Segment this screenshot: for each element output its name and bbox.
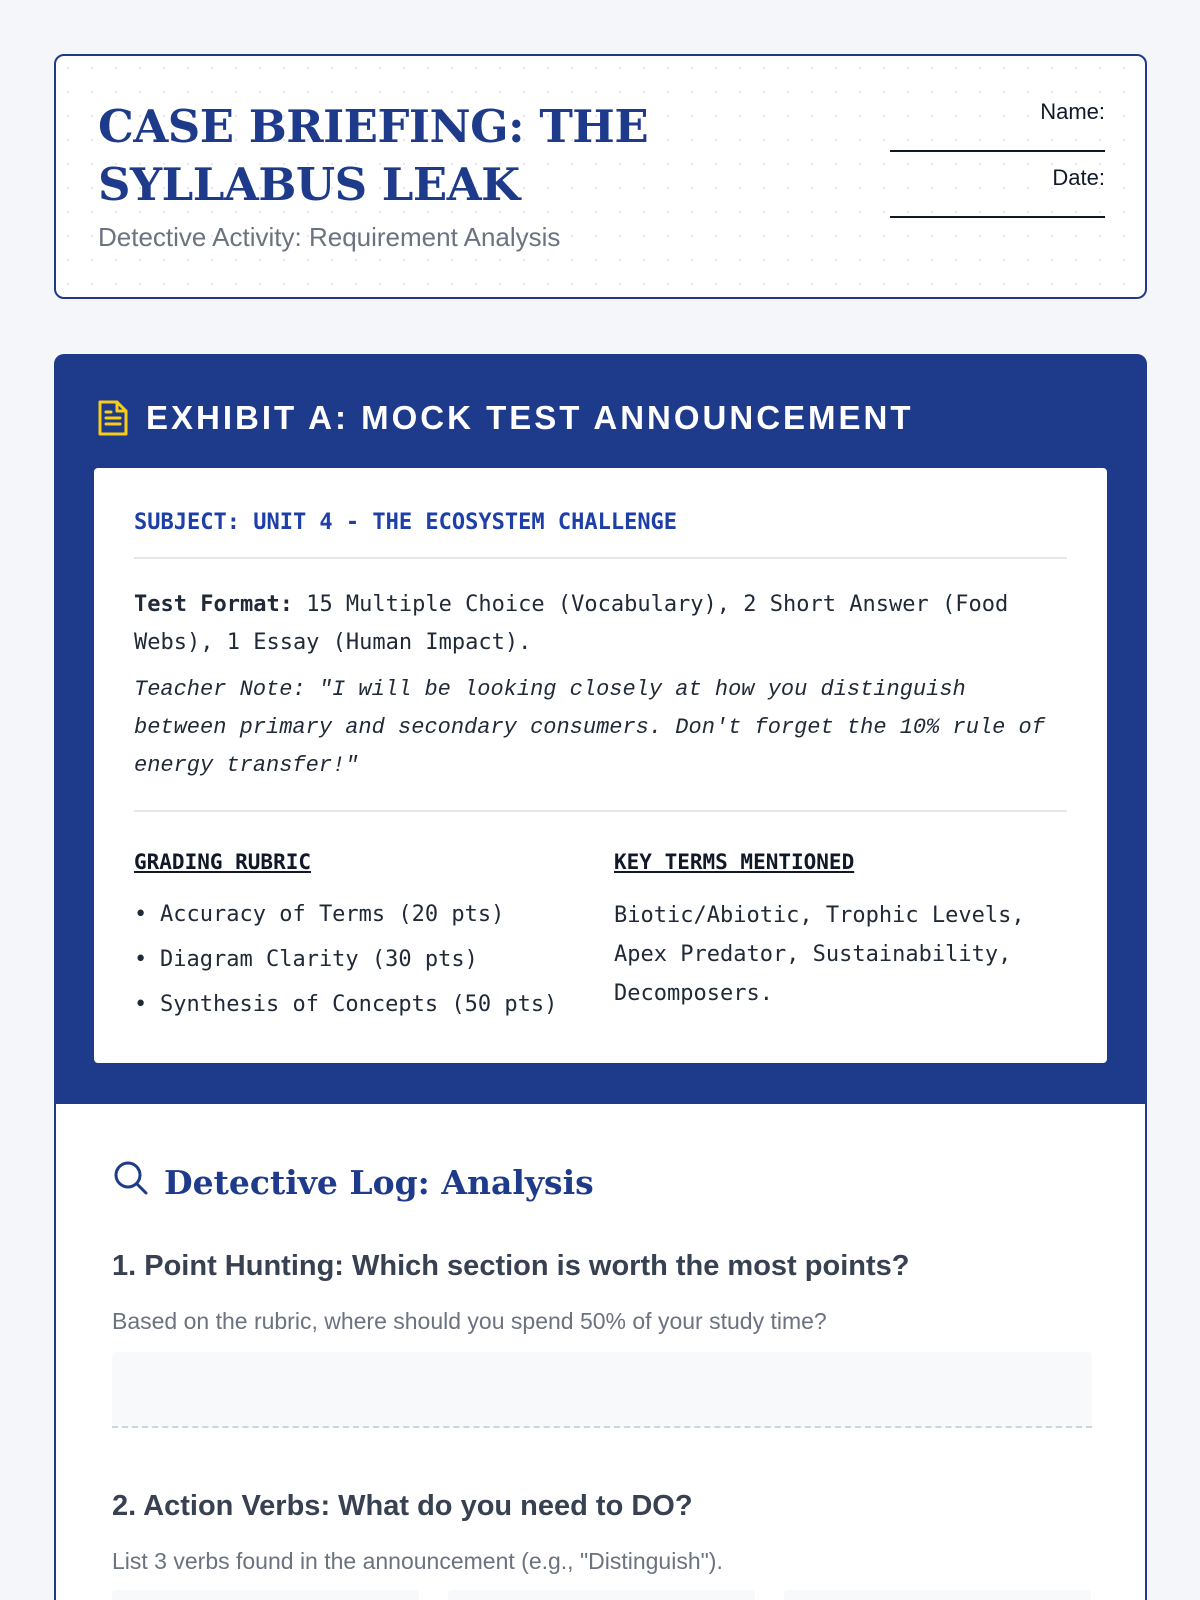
- verb-answer-box-2[interactable]: [448, 1590, 755, 1600]
- verb-answer-box-1[interactable]: [112, 1590, 419, 1600]
- question-1-answer-box[interactable]: [112, 1352, 1092, 1428]
- test-format-label: Test Format:: [134, 592, 293, 617]
- name-blank-line[interactable]: [890, 130, 1105, 152]
- page-title: CASE BRIEFING: THE SYLLABUS LEAK: [98, 100, 649, 211]
- date-label: Date:: [1052, 165, 1105, 190]
- date-blank-line[interactable]: [890, 196, 1105, 218]
- name-row: [890, 98, 1105, 164]
- list-item: [134, 982, 557, 1027]
- bullet-icon: •: [134, 947, 148, 972]
- document-icon: [96, 399, 130, 437]
- teacher-note: Teacher Note: "I will be looking closely at how you distinguish between primary and secondary consumers. Don't forget the 10% rule of energy transfer!": [134, 677, 1045, 778]
- question-1-title: 1. Point Hunting: Which section is worth the most points?: [112, 1250, 910, 1282]
- analysis-heading: [112, 1160, 594, 1204]
- exhibit-title: EXHIBIT A: MOCK TEST ANNOUNCEMENT: [146, 399, 914, 436]
- announcement-subject: SUBJECT: UNIT 4 - THE ECOSYSTEM CHALLENGE: [134, 510, 678, 535]
- test-format-text: [134, 586, 1069, 662]
- question-2-title: 2. Action Verbs: What do you need to DO?: [112, 1490, 693, 1522]
- announcement-document: [94, 468, 1107, 1063]
- page-subtitle: Detective Activity: Requirement Analysis: [98, 222, 561, 252]
- list-item: [134, 892, 557, 937]
- student-meta: [890, 98, 1105, 230]
- date-row: [890, 164, 1105, 230]
- rubric-list: [134, 892, 557, 1027]
- rubric-item-text: Diagram Clarity (30 pts): [160, 947, 478, 972]
- question-2-help: List 3 verbs found in the announcement (e.g., "Distinguish").: [112, 1548, 723, 1574]
- analysis-section: [54, 1104, 1147, 1600]
- key-terms-heading: KEY TERMS MENTIONED: [614, 850, 855, 874]
- exhibit-heading: [96, 396, 914, 440]
- rubric-item-text: Synthesis of Concepts (50 pts): [160, 992, 558, 1017]
- question-1-help: Based on the rubric, where should you spend 50% of your study time?: [112, 1308, 827, 1334]
- test-format-value: 15 Multiple Choice (Vocabulary), 2 Short Answer (Food Webs), 1 Essay (Human Impact).: [134, 592, 1009, 655]
- rubric-heading: GRADING RUBRIC: [134, 850, 312, 874]
- bullet-icon: •: [134, 992, 148, 1017]
- rubric-item-text: Accuracy of Terms (20 pts): [160, 902, 505, 927]
- case-header-card: [54, 54, 1147, 299]
- analysis-title: Detective Log: Analysis: [164, 1162, 594, 1202]
- bullet-icon: •: [134, 902, 148, 927]
- verb-answer-box-3[interactable]: [784, 1590, 1091, 1600]
- subject-divider: [134, 557, 1067, 559]
- exhibit-section: [54, 354, 1147, 1104]
- search-icon: [112, 1159, 150, 1205]
- key-terms-text: Biotic/Abiotic, Trophic Levels, Apex Predator, Sustainability, Decomposers.: [614, 903, 1025, 1006]
- list-item: [134, 937, 557, 982]
- note-divider: [134, 810, 1067, 812]
- name-label: Name:: [1040, 99, 1105, 124]
